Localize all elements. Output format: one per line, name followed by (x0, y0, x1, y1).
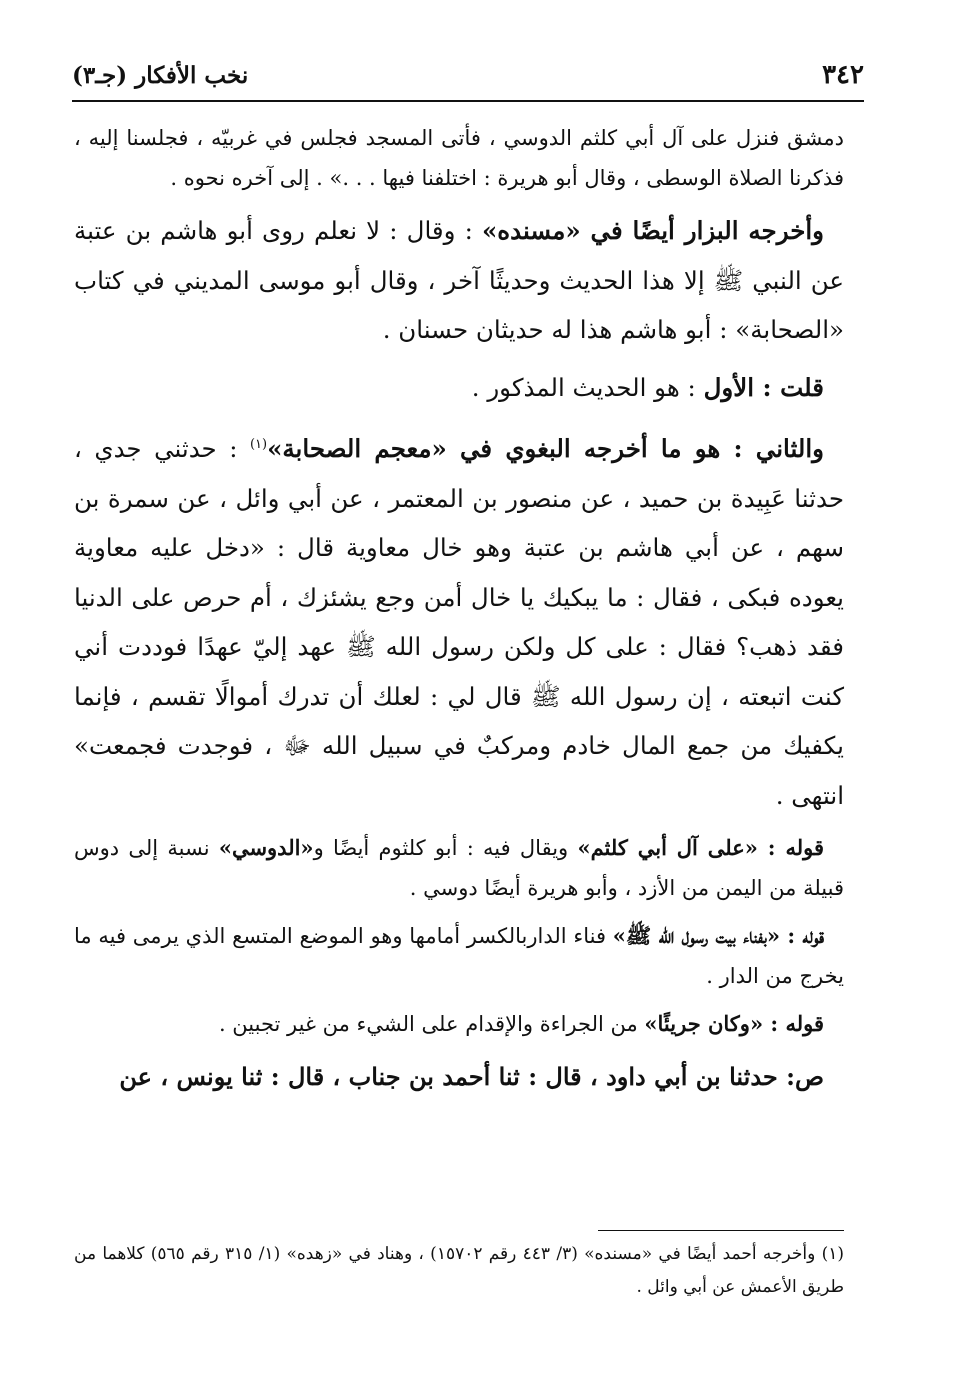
paragraph-5-text-2: نسبة إلى دوس قبيلة من اليمن من الأزد ، وأبو هريرة أيضًا دوسي . (74, 836, 844, 901)
paragraph-7-quote: «وكان جريئًا» (644, 1011, 764, 1037)
paragraph-6 (74, 916, 844, 996)
running-title: نخب الأفكار (جـ٣) (72, 62, 249, 89)
header-divider (72, 100, 864, 102)
paragraph-2-lead: وأخرجه البزار أيضًا في «مسنده» (481, 216, 825, 245)
paragraph-4 (74, 420, 844, 820)
paragraph-2 (74, 206, 844, 355)
page-header (72, 58, 864, 96)
footnote-text: (١) وأخرجه أحمد أيضًا في «مسنده» (٣/ ٤٤٣ رقم ١٥٧٠٢) ، وهناد في «زهده» (١/ ٣١٥ رقم ٥٦٥) كلاهما من طريق الأعمش عن أبي وائل . (74, 1244, 844, 1297)
paragraph-4-lead: والثاني : هو ما أخرجه البغوي في «معجم الصحابة» (267, 434, 824, 464)
footnote-reference: (١) (249, 437, 268, 452)
paragraph-8 (74, 1052, 844, 1102)
paragraph-5-lead: قوله : (757, 835, 824, 861)
paragraph-3-lead: قلت : الأول (703, 372, 824, 402)
paragraph-3 (74, 363, 844, 413)
paragraph-4-text: : حدثني جدي ، حدثنا عَبِيدة بن حميد ، عن منصور بن المعتمر ، عن أبي وائل ، عن سمرة بن سهم ، عن أبي هاشم بن عتبة وهو خال معاوية قال : «دخل عليه معاوية يعوده فبكى ، فقال : ما يبكيك يا خال أمن وجع يشئزك ، أم حرص على الدنيا فقد ذهب؟ فقال : على كل ولكن رسول الله ﷺ عهد إليّ عهدًا فوددت أني كنت اتبعته ، إن رسول الله ﷺ قال لي : لعلك أن تدرك أموالًا تقسم ، فإنما يكفيك من جمع المال خادم ومركبٌ في سبيل الله ﷻ ، فوجدت فجمعت» انتهى . (74, 434, 844, 810)
footnote-divider (598, 1230, 844, 1231)
paragraph-2-text: : وقال : لا نعلم روى أبو هاشم بن عتبة عن النبي ﷺ إلا هذا الحديث وحديثًا آخر ، وقال أبو موسى المديني في كتاب «الصحابة» : أبو هاشم هذا له حديثان حسنان . (74, 216, 844, 344)
paragraph-3-text: : هو الحديث المذكور . (471, 372, 704, 402)
page-number: ٣٤٢ (822, 60, 864, 90)
paragraph-5-text-1: ويقال فيه : أبو كلثوم أيضًا و (313, 836, 578, 861)
main-text (74, 118, 844, 1110)
paragraph-7-lead: قوله : (763, 1011, 824, 1037)
paragraph-8-text: ص: حدثنا بن أبي داود ، قال : ثنا أحمد بن جناب ، قال : ثنا يونس ، عن (119, 1062, 824, 1092)
paragraph-5-quote-2: «الدوسي» (218, 835, 314, 861)
paragraph-6-lead: قوله : (779, 923, 824, 949)
paragraph-7 (74, 1004, 844, 1044)
paragraph-6-text: فناء الداربالكسر أمامها وهو الموضع المتسع الذي يرمى فيه ما يخرج من الدار . (74, 924, 844, 989)
paragraph-5-quote-1: «على آل أبي كلثم» (577, 835, 758, 861)
paragraph-5 (74, 828, 844, 908)
paragraph-6-quote: «بفناء بيت رسول الله ﷺ» (612, 923, 780, 949)
paragraph-7-text: من الجراءة والإقدام على الشيء من غير تجبين . (218, 1012, 645, 1037)
paragraph-1-text: دمشق فنزل على آل أبي كلثم الدوسي ، فأتى المسجد فجلس في غربيّه ، فجلسنا إليه ، فذكرنا الصلاة الوسطى ، وقال أبو هريرة : اختلفنا فيها . . .» . إلى آخره نحوه . (74, 126, 844, 190)
footnote (74, 1238, 844, 1304)
paragraph-1 (74, 118, 844, 198)
